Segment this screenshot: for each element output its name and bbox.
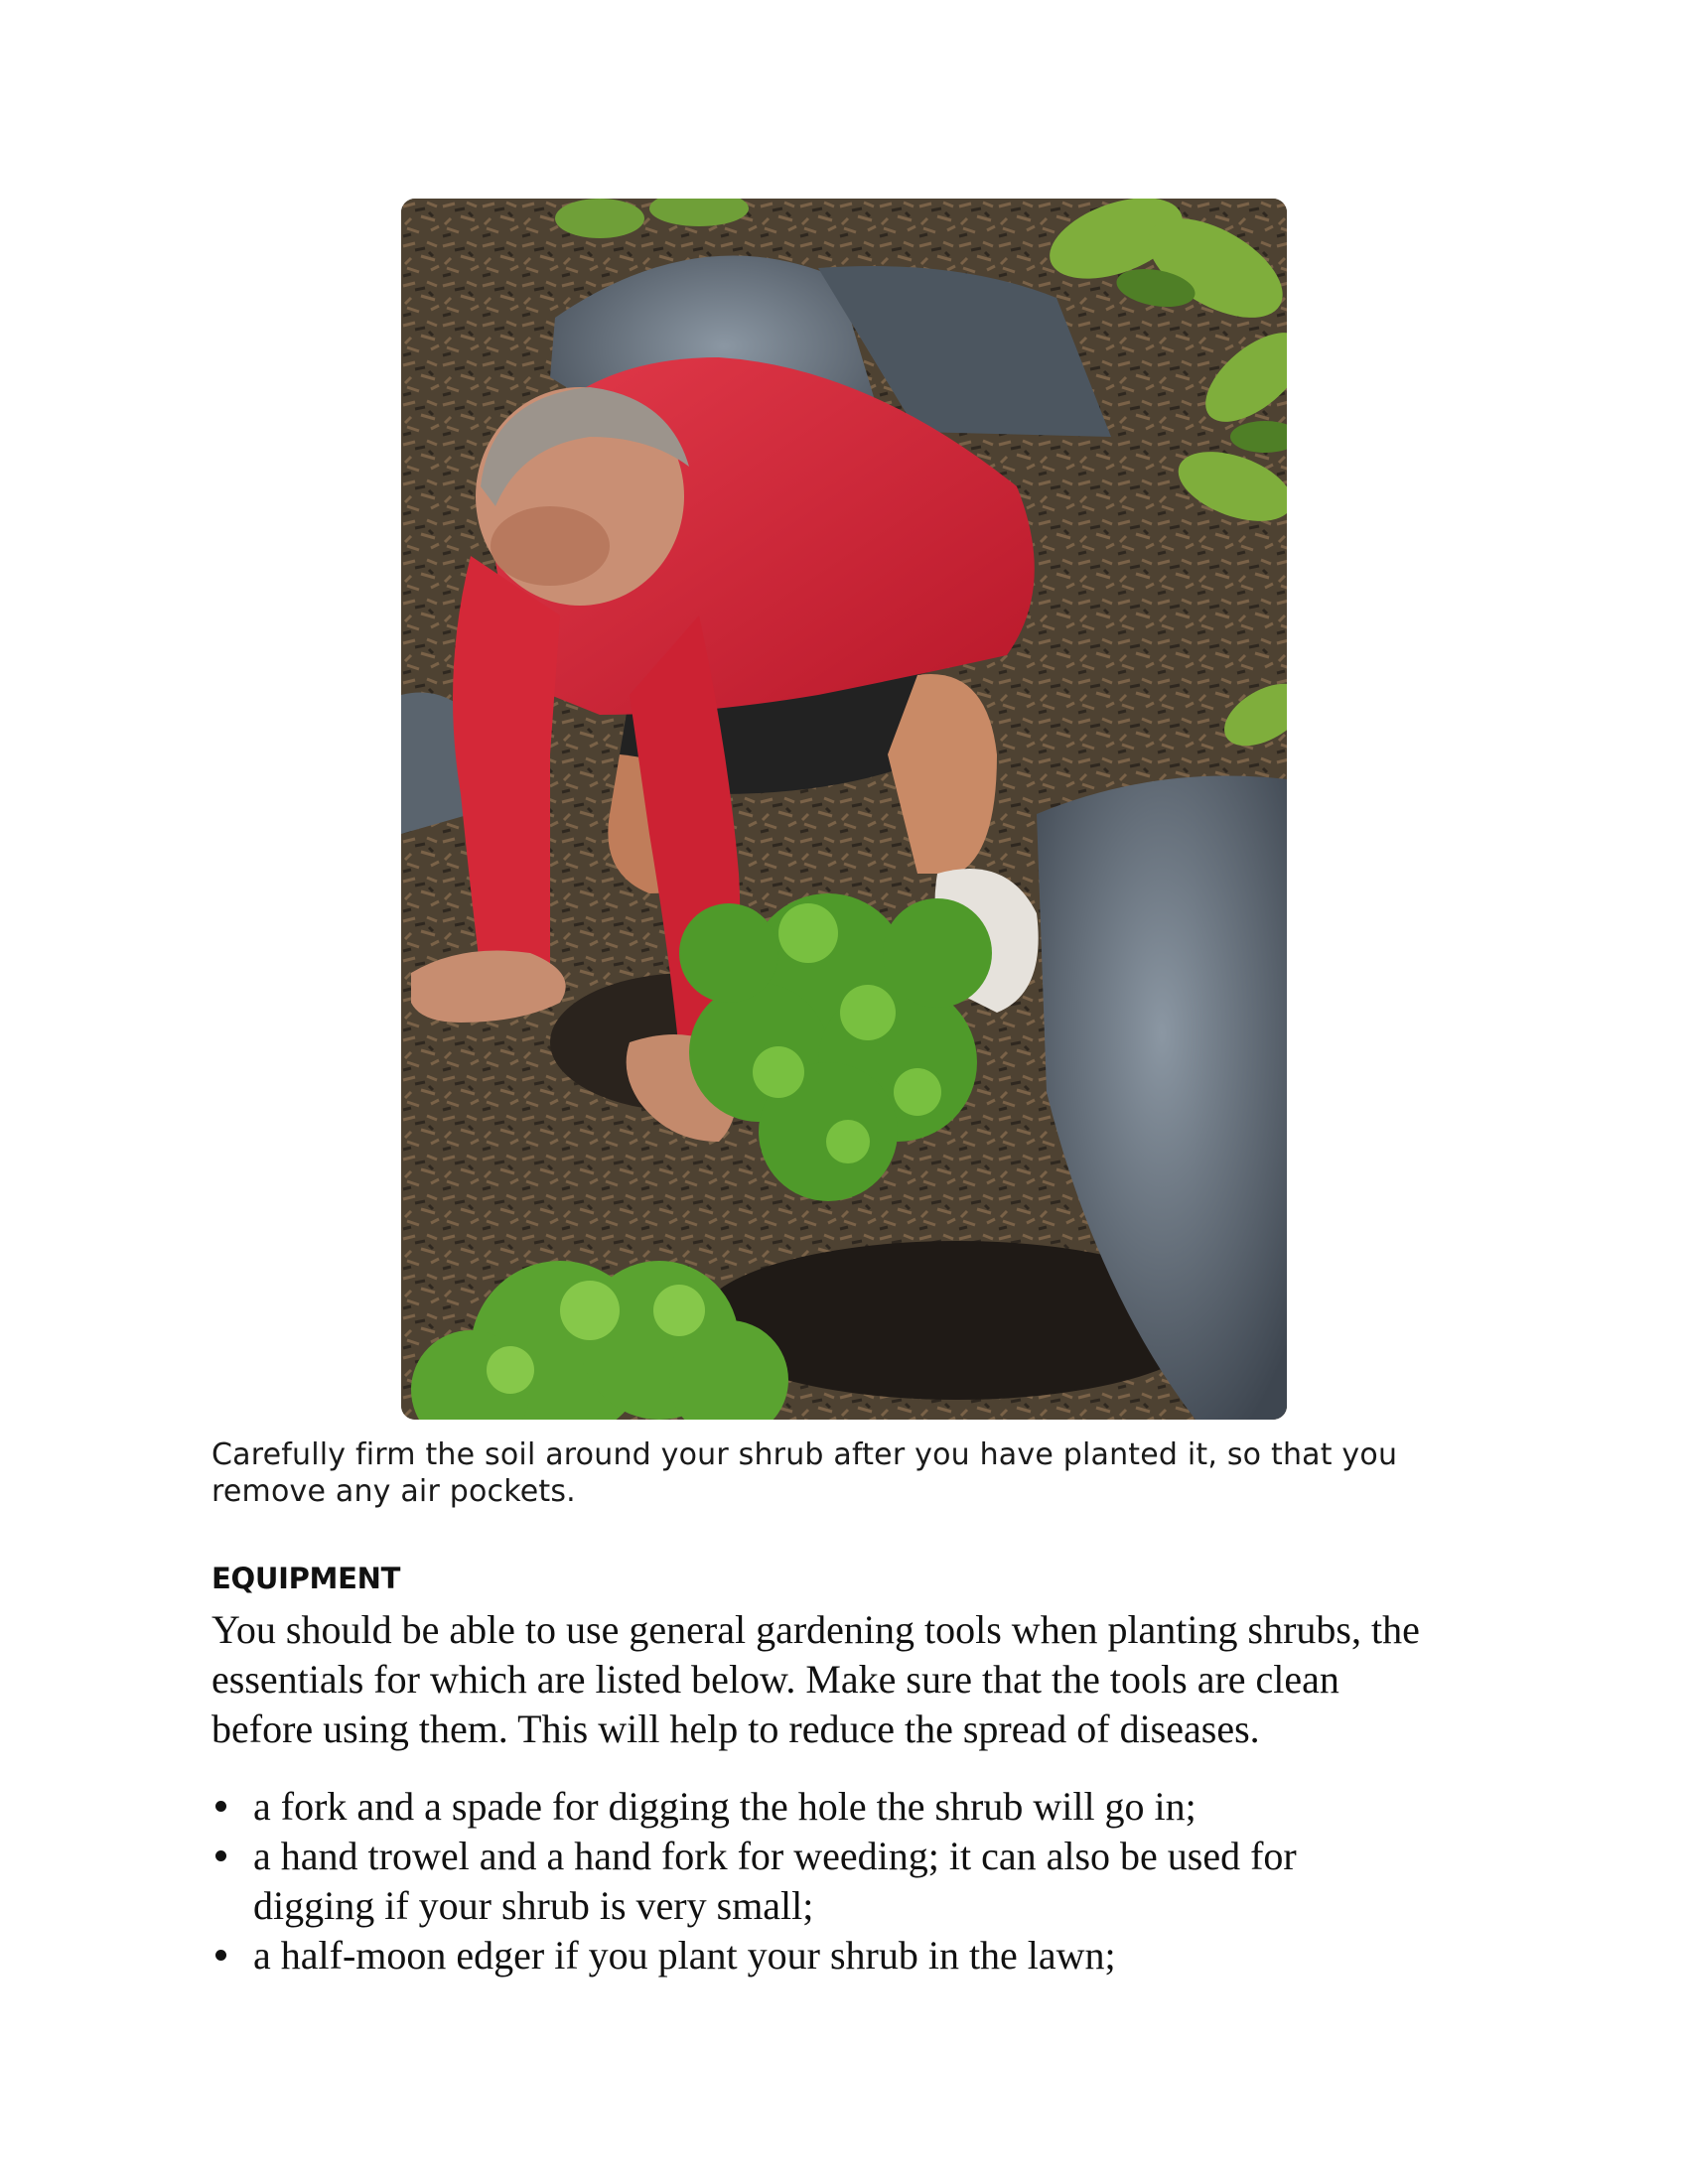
list-item: [211, 1782, 1502, 1832]
garden-photo: [401, 199, 1287, 1420]
paragraph-line: You should be able to use general gardening tools when planting shrubs, the: [211, 1607, 1420, 1652]
gardener-planting-shrub-photo-icon: [401, 199, 1287, 1420]
bullet-icon: [215, 1850, 226, 1861]
list-item-line: a half-moon edger if you plant your shrub in the lawn;: [253, 1933, 1116, 1978]
list-item-line: a fork and a spade for digging the hole the shrub will go in;: [253, 1784, 1196, 1829]
caption-line: remove any air pockets.: [211, 1474, 576, 1509]
list-item: [211, 1931, 1502, 1980]
section-heading: EQUIPMENT: [211, 1562, 401, 1595]
equipment-list: [211, 1782, 1502, 1980]
paragraph-line: before using them. This will help to reduce the spread of diseases.: [211, 1706, 1260, 1751]
bullet-icon: [215, 1950, 226, 1961]
photo-caption: [211, 1436, 1502, 1510]
list-item-line: digging if your shrub is very small;: [253, 1883, 814, 1928]
paragraph-line: essentials for which are listed below. Make sure that the tools are clean: [211, 1657, 1339, 1702]
bullet-icon: [215, 1801, 226, 1812]
list-item-line: a hand trowel and a hand fork for weeding; it can also be used for: [253, 1834, 1297, 1878]
list-item: [211, 1832, 1502, 1931]
section-paragraph: [211, 1605, 1502, 1754]
caption-line: Carefully firm the soil around your shrub after you have planted it, so that you: [211, 1437, 1398, 1472]
